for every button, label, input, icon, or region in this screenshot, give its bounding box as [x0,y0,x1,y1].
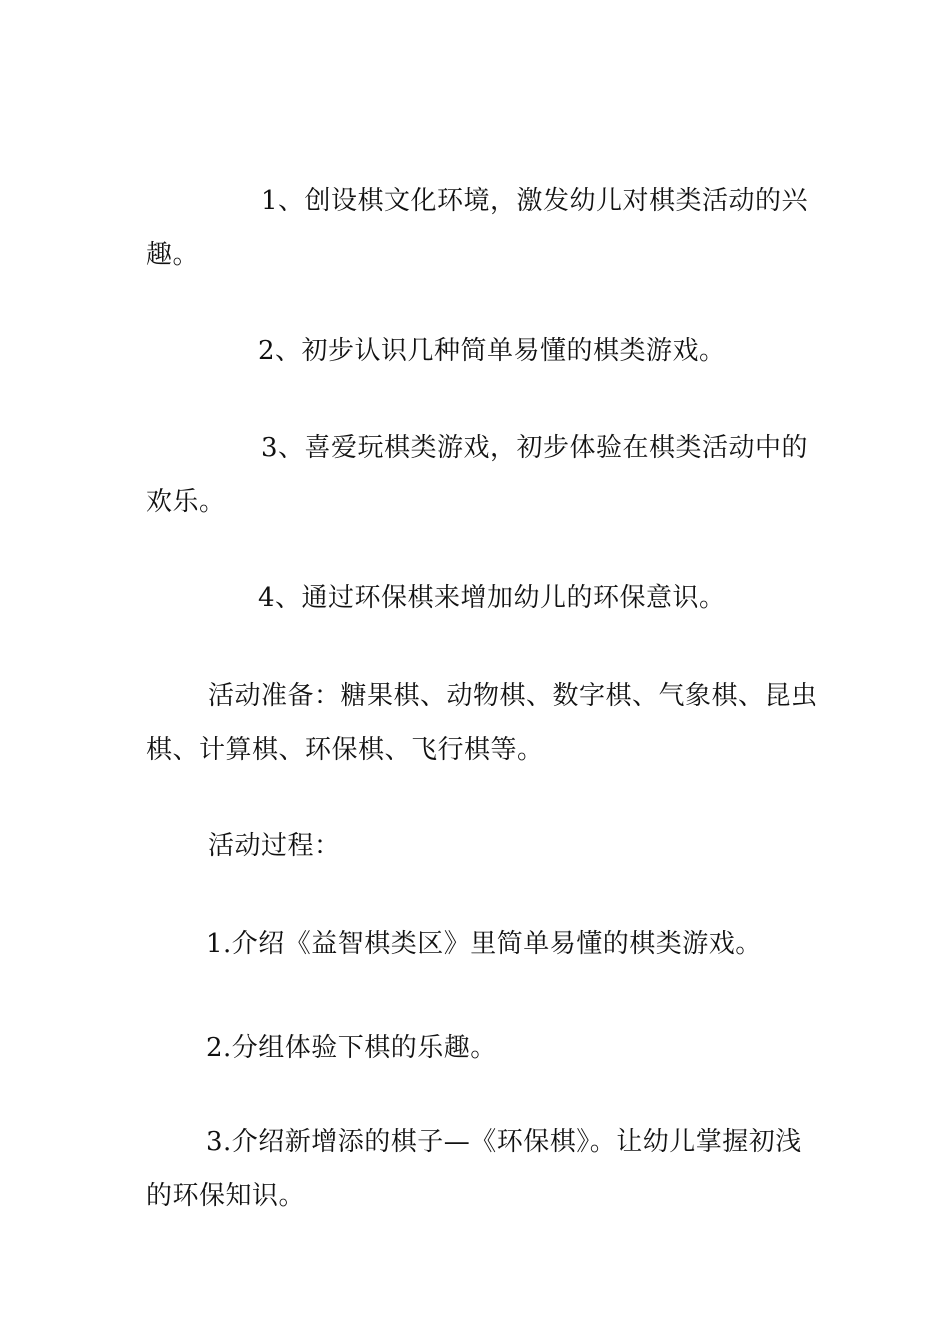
goal-paragraph-2 [146,324,806,378]
text-line: 1.介绍《益智棋类区》里简单易懂的棋类游戏。 [206,929,762,959]
text-line: 4、通过环保棋来增加幼儿的环保意识。 [258,583,726,613]
text-line: 1、创设棋文化环境，激发幼儿对棋类活动的兴 [261,186,809,216]
text-line: 棋、计算棋、环保棋、飞行棋等。 [146,735,544,765]
process-step-3 [146,1115,806,1223]
process-heading [146,819,806,873]
process-step-1 [146,917,806,971]
text-line: 欢乐。 [146,487,226,517]
text-line: 活动过程： [208,831,341,861]
process-step-2 [146,1021,806,1075]
text-line: 3、喜爱玩棋类游戏，初步体验在棋类活动中的 [261,433,809,463]
text-line: 趣。 [146,240,200,270]
text-line: 3.介绍新增添的棋子—《环保棋》。让幼儿掌握初浅 [206,1127,802,1157]
goal-paragraph-3 [146,421,809,529]
text-line: 的环保知识。 [146,1181,306,1211]
text-line: 2、初步认识几种简单易懂的棋类游戏。 [258,336,726,366]
preparation-paragraph [146,669,818,777]
goal-paragraph-4 [146,571,806,625]
text-line: 活动准备：糖果棋、动物棋、数字棋、气象棋、昆虫 [208,681,818,711]
text-line: 2.分组体验下棋的乐趣。 [206,1033,497,1063]
goal-paragraph-1 [146,174,809,282]
